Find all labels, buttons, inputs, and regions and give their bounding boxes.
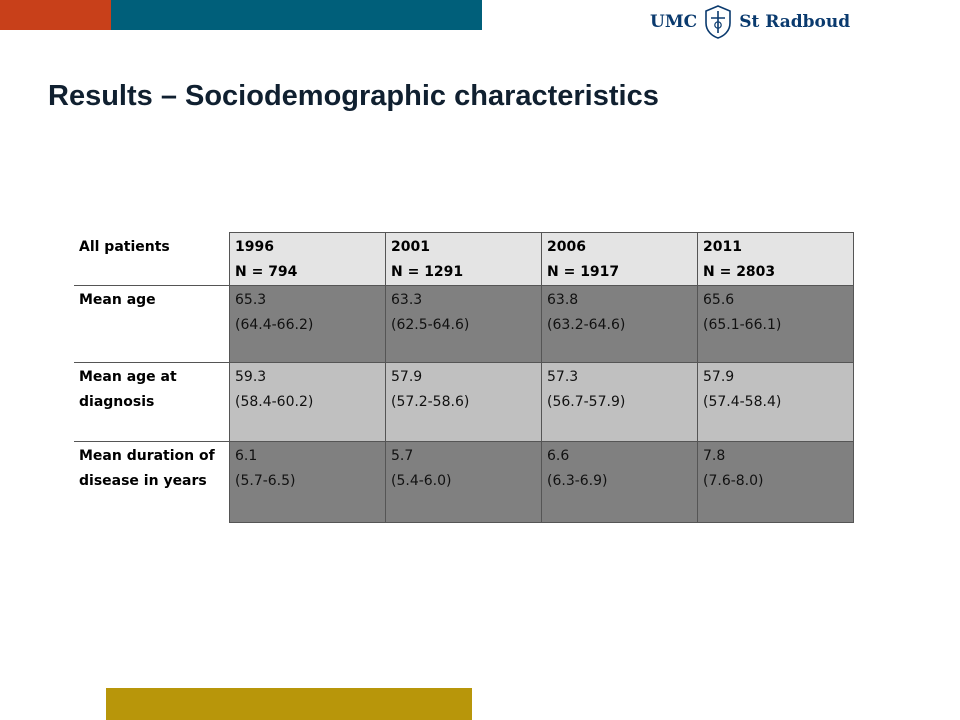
cell-mean: 57.3 — [547, 369, 579, 385]
umc-st-radboud-logo — [650, 4, 850, 40]
cell-mean: 57.9 — [391, 369, 423, 385]
cell-ci: (57.4-58.4) — [703, 394, 782, 410]
column-n: N = 1291 — [391, 264, 464, 280]
table-cell — [542, 363, 698, 442]
table-row-mean-duration — [74, 442, 854, 523]
table-header-row — [74, 233, 854, 286]
table-cell — [386, 363, 542, 442]
table-cell — [230, 363, 386, 442]
table-cell — [386, 442, 542, 523]
cell-mean: 7.8 — [703, 448, 726, 464]
table-cell — [230, 286, 386, 363]
logo-right-text: St Radboud — [739, 12, 851, 32]
cell-mean: 65.3 — [235, 292, 267, 308]
column-header-1996 — [230, 233, 386, 286]
bottom-gold-bar — [106, 688, 472, 720]
logo-left-text: UMC — [650, 12, 698, 32]
cell-ci: (56.7-57.9) — [547, 394, 626, 410]
row-label: Mean age at diagnosis — [74, 363, 230, 442]
table-row-mean-age — [74, 286, 854, 363]
cell-mean: 6.6 — [547, 448, 570, 464]
table-row-mean-age-at-diagnosis — [74, 363, 854, 442]
table-cell — [542, 286, 698, 363]
top-teal-bar — [111, 0, 482, 30]
table-cell — [386, 286, 542, 363]
column-year: 1996 — [235, 239, 274, 255]
cell-mean: 5.7 — [391, 448, 414, 464]
cell-ci: (62.5-64.6) — [391, 317, 470, 333]
table-cell — [230, 442, 386, 523]
column-year: 2001 — [391, 239, 430, 255]
column-header-2011 — [698, 233, 854, 286]
cell-mean: 6.1 — [235, 448, 258, 464]
column-header-2006 — [542, 233, 698, 286]
cell-ci: (5.4-6.0) — [391, 473, 452, 489]
cell-mean: 57.9 — [703, 369, 735, 385]
cell-ci: (64.4-66.2) — [235, 317, 314, 333]
sociodemographic-table — [74, 232, 854, 523]
column-n: N = 1917 — [547, 264, 620, 280]
row-label: Mean duration of disease in years — [74, 442, 230, 523]
cell-ci: (6.3-6.9) — [547, 473, 608, 489]
table-cell — [698, 286, 854, 363]
cell-ci: (58.4-60.2) — [235, 394, 314, 410]
column-year: 2006 — [547, 239, 586, 255]
table-cell — [542, 442, 698, 523]
row-label: Mean age — [74, 286, 230, 363]
cell-mean: 63.8 — [547, 292, 579, 308]
cell-ci: (57.2-58.6) — [391, 394, 470, 410]
table-cell — [698, 442, 854, 523]
cell-ci: (7.6-8.0) — [703, 473, 764, 489]
table-cell — [698, 363, 854, 442]
crest-icon — [703, 5, 733, 39]
column-n: N = 2803 — [703, 264, 776, 280]
cell-ci: (5.7-6.5) — [235, 473, 296, 489]
column-n: N = 794 — [235, 264, 298, 280]
cell-mean: 63.3 — [391, 292, 423, 308]
cell-mean: 65.6 — [703, 292, 735, 308]
slide-title: Results – Sociodemographic characteristics — [48, 80, 659, 112]
cell-ci: (65.1-66.1) — [703, 317, 782, 333]
column-year: 2011 — [703, 239, 742, 255]
column-header-2001 — [386, 233, 542, 286]
top-red-bar — [0, 0, 111, 30]
cell-ci: (63.2-64.6) — [547, 317, 626, 333]
cell-mean: 59.3 — [235, 369, 267, 385]
table-corner-label: All patients — [74, 233, 230, 286]
